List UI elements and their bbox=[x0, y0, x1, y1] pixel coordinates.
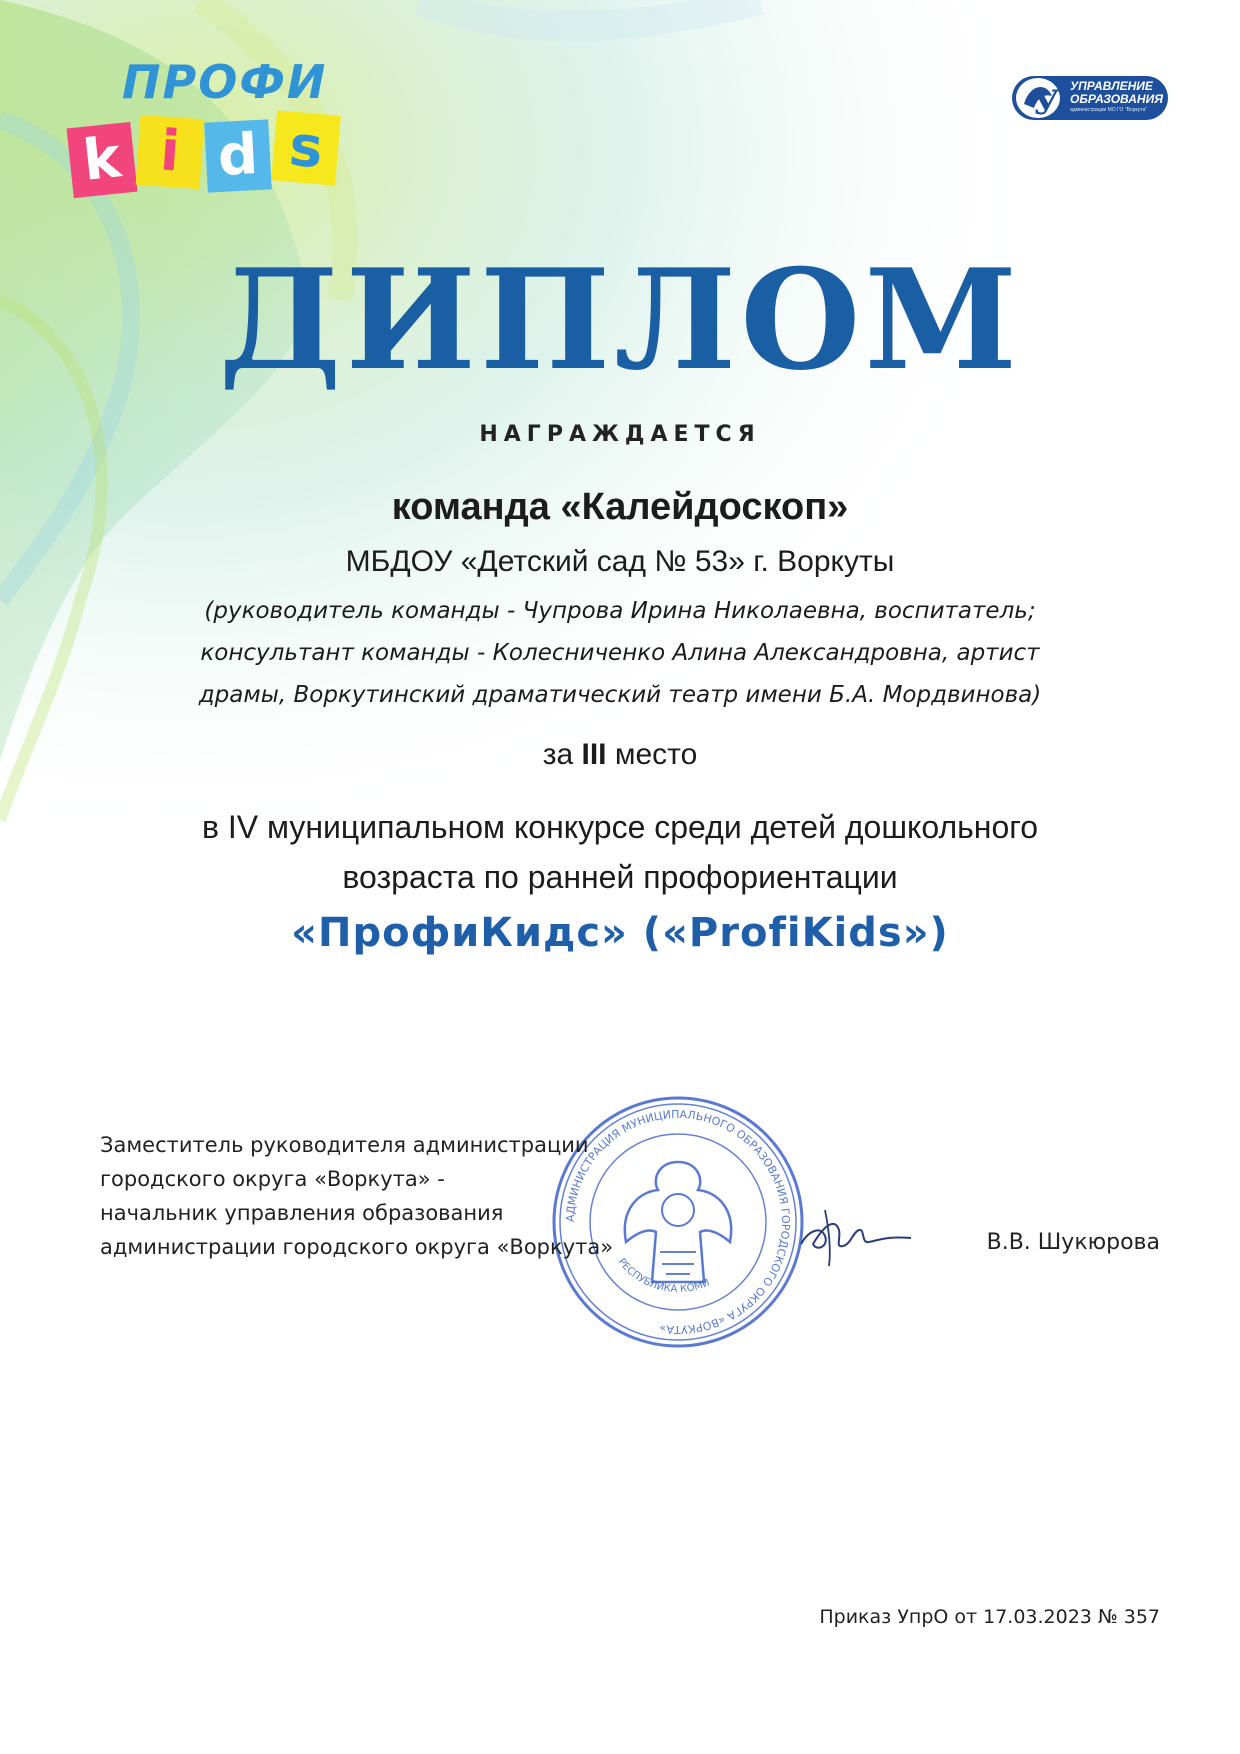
upravlenie-logo bbox=[1012, 74, 1170, 124]
signatory-position-line: начальник управления образования bbox=[100, 1201, 504, 1225]
seal-outer-text: АДМИНИСТРАЦИЯ МУНИЦИПАЛЬНОГО ОБРАЗОВАНИЯ ГОРОДСКОГО ОКРУГА «ВОРКУТА» bbox=[563, 1107, 793, 1337]
order-reference: Приказ УпрО от 17.03.2023 № 357 bbox=[819, 1606, 1160, 1628]
signatory-position-line: Заместитель руководителя администрации bbox=[100, 1133, 589, 1157]
team-name: команда «Калейдоскоп» bbox=[391, 486, 849, 528]
kids-letter-d: d bbox=[204, 119, 272, 192]
signer-name: В.В. Шукюрова bbox=[986, 1230, 1160, 1255]
signature-block bbox=[100, 1128, 660, 1264]
contest-name: «ПрофиКидс» («ProfiKids») bbox=[291, 910, 949, 956]
signatory-position-line: администрации городского округа «Воркута» bbox=[100, 1235, 614, 1259]
leaders-line: консультант команды - Колесниченко Алина Александровна, артист bbox=[200, 640, 1040, 666]
signatory-position-line: городского округа «Воркута» - bbox=[100, 1167, 445, 1191]
upravlenie-logo-title: УПРАВЛЕНИЕ ОБРАЗОВАНИЯ bbox=[1070, 79, 1163, 106]
upravlenie-logo-sub: администрации МО ГО "Воркута" bbox=[1070, 107, 1148, 113]
profikids-logo bbox=[62, 55, 352, 205]
seal-bottom-text: РЕСПУБЛИКА КОМИ bbox=[615, 1256, 712, 1296]
place-line: за III место bbox=[542, 738, 698, 771]
diploma-title: ДИПЛОМ bbox=[218, 238, 1022, 401]
leaders-line: (руководитель команды - Чупрова Ирина Николаевна, воспитатель; bbox=[204, 598, 1036, 624]
svg-text:У: У bbox=[1032, 83, 1060, 123]
contest-description: в IV муниципальном конкурсе среди детей дошкольного возраста по ранней профориентации bbox=[201, 809, 1039, 895]
team-leaders bbox=[90, 590, 1150, 716]
place-value: III bbox=[581, 738, 607, 771]
handwritten-signature bbox=[795, 1200, 915, 1270]
leaders-line: драмы, Воркутинский драматический театр имени Б.А. Мордвинова) bbox=[198, 682, 1042, 708]
kids-letter-s: s bbox=[271, 110, 341, 185]
kids-letter-k: k bbox=[67, 122, 138, 198]
organization: МБДОУ «Детский сад № 53» г. Воркуты bbox=[345, 545, 895, 578]
profi-logo-word: ПРОФИ bbox=[122, 55, 328, 109]
awarded-label: НАГРАЖДАЕТСЯ bbox=[479, 422, 761, 447]
kids-letter-i: i bbox=[136, 115, 205, 189]
